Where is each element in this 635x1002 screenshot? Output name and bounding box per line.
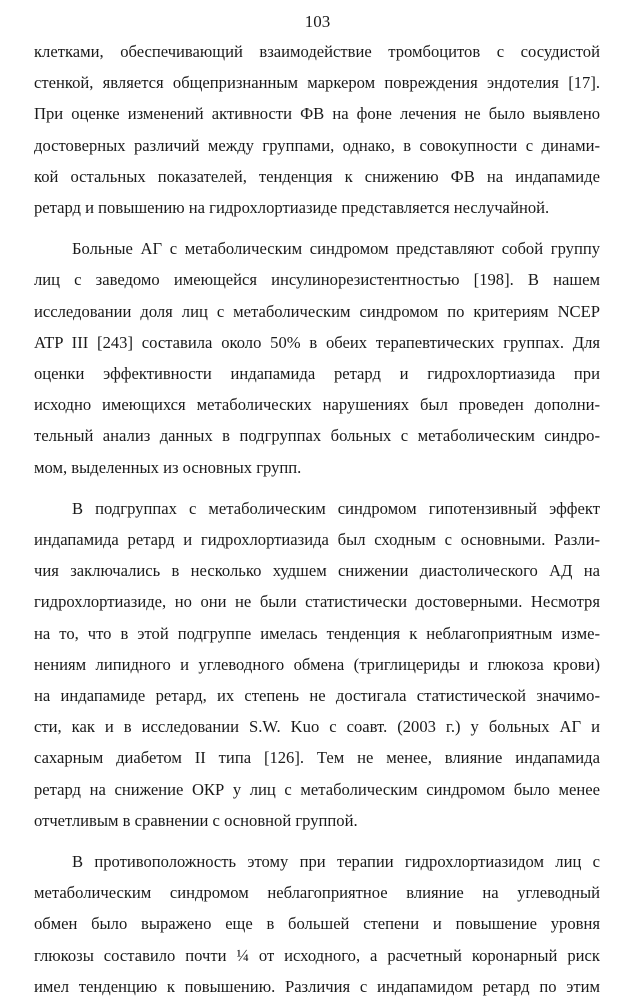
text-line: лиц с заведомо имеющейся инсулинорезистентностью [198]. В нашем xyxy=(34,270,600,290)
text-line: сахарным диабетом II типа [126]. Тем не менее, влияние индапамида xyxy=(34,748,600,768)
text-line: индапамида ретард и гидрохлортиазида был сходным с основными. Разли- xyxy=(34,530,600,550)
paragraph-1 xyxy=(34,36,600,223)
text-line: достоверных различий между группами, однако, в совокупности с динами- xyxy=(34,135,600,155)
text-line: исследовании доля лиц с метаболическим синдромом по критериям NCEP xyxy=(34,301,600,321)
paragraph-3 xyxy=(34,493,600,836)
paragraph-2 xyxy=(34,233,600,483)
body-text xyxy=(34,36,600,1002)
text-line: стенкой, является общепризнанным маркером повреждения эндотелия [17]. xyxy=(34,73,600,93)
text-line: отчетливым в сравнении с основной группой. xyxy=(34,810,358,830)
text-line: клетками, обеспечивающий взаимодействие тромбоцитов с сосудистой xyxy=(34,42,600,61)
text-line: тельный анализ данных в подгруппах больных с метаболическим синдро- xyxy=(34,426,600,446)
text-line: При оценке изменений активности ФВ на фоне лечения не было выявлено xyxy=(34,104,600,124)
text-line: ATP III [243] составила около 50% в обеих терапевтических группах. Для xyxy=(34,332,600,352)
text-line: ретард и повышению на гидрохлортиазиде представляется неслучайной. xyxy=(34,198,550,218)
text-line: чия заключались в несколько худшем снижении диастолического АД на xyxy=(34,561,600,581)
text-line: сти, как и в исследовании S.W. Kuo с соавт. (2003 г.) у больных АГ и xyxy=(34,717,600,737)
text-line: гидрохлортиазиде, но они не были статистически достоверными. Несмотря xyxy=(34,592,600,612)
text-line: нениям липидного и углеводного обмена (триглицериды и глюкоза крови) xyxy=(34,654,600,674)
text-line: метаболическим синдромом неблагоприятное влияние на углеводный xyxy=(34,883,600,903)
text-line: обмен было выражено еще в большей степени и повышение уровня xyxy=(34,914,600,934)
text-line: кой остальных показателей, тенденция к снижению ФВ на индапамиде xyxy=(34,166,600,186)
paragraph-4 xyxy=(34,846,600,1002)
text-line: В подгруппах с метаболическим синдромом гипотензивный эффект xyxy=(72,498,600,518)
text-line: мом, выделенных из основных групп. xyxy=(34,457,302,477)
text-line: В противоположность этому при терапии гидрохлортиазидом лиц с xyxy=(72,852,600,872)
text-line: имел тенденцию к повышению. Различия с индапамидом ретард по этим xyxy=(34,976,600,996)
text-line: глюкозы составило почти ¼ от исходного, а расчетный коронарный риск xyxy=(34,945,600,965)
page-number: 103 xyxy=(304,12,331,31)
text-line: на то, что в этой подгруппе имелась тенденция к неблагоприятным изме- xyxy=(34,623,600,643)
text-line: ретард на снижение ОКР у лиц с метаболическим синдромом было менее xyxy=(34,779,600,799)
text-line: исходно имеющихся метаболических нарушениях был проведен дополни- xyxy=(34,395,600,415)
text-line: оценки эффективности индапамида ретард и гидрохлортиазида при xyxy=(34,364,600,384)
text-line: на индапамиде ретард, их степень не достигала статистической значимо- xyxy=(34,686,600,706)
text-line: Больные АГ с метаболическим синдромом представляют собой группу xyxy=(72,239,600,259)
